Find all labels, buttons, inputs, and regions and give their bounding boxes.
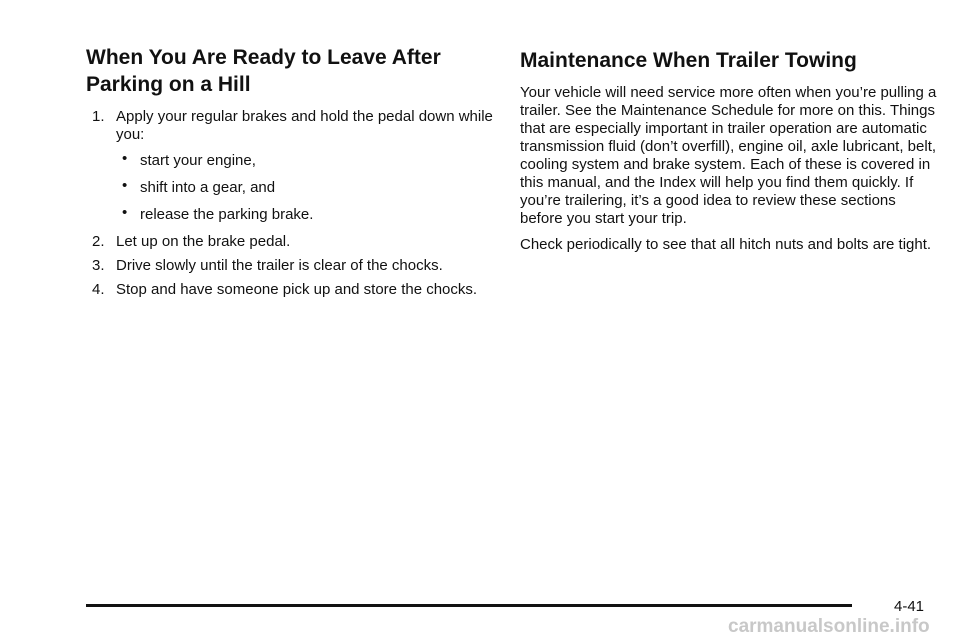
- step-number: 4.: [92, 281, 105, 298]
- bullet-text: shift into a gear, and: [140, 179, 276, 196]
- bullet-item: [116, 152, 496, 170]
- bullet-icon: •: [122, 150, 128, 167]
- bullet-icon: •: [122, 177, 128, 194]
- bullet-text: release the parking brake.: [140, 206, 314, 223]
- step-item: [86, 108, 496, 224]
- watermark: carmanualsonline.info: [728, 616, 930, 637]
- step-number: 1.: [92, 108, 105, 125]
- step-item: [86, 281, 496, 299]
- bullet-text: start your engine,: [140, 152, 256, 169]
- step-text: Apply your regular brakes and hold the pedal down while you:: [116, 108, 493, 143]
- step-item: [86, 233, 496, 251]
- bullet-item: [116, 206, 496, 224]
- section-heading-maintenance-towing: Maintenance When Trailer Towing: [520, 49, 857, 72]
- body-paragraph: Check periodically to see that all hitch nuts and bolts are tight.: [520, 236, 932, 253]
- body-paragraph: Your vehicle will need service more often when you’re pulling a trailer. See the Maintenance Schedule for more on this. Things that are especially important in trailer operation are automatic transmission fluid (don’t overfill), engine oil, axle lubricant, belt, cooling system and brake system. Each of these is covered in this manual, and the Index will help you find them quickly. If you’re trailering, it’s a good idea to review these sections before you start your trip.: [520, 84, 937, 227]
- steps-list: [86, 108, 496, 299]
- footer-rule: [86, 604, 852, 607]
- bullet-icon: •: [122, 204, 128, 221]
- left-column: [86, 44, 496, 305]
- step-text: Drive slowly until the trailer is clear of the chocks.: [116, 257, 443, 274]
- section-heading-leave-after-parking: When You Are Ready to Leave After Parking on a Hill: [86, 46, 441, 96]
- page-number: 4-41: [894, 598, 925, 615]
- step-item: [86, 257, 496, 275]
- step-text: Let up on the brake pedal.: [116, 233, 291, 250]
- right-column: [520, 44, 940, 262]
- sub-bullet-list: [116, 152, 496, 224]
- step-number: 3.: [92, 257, 105, 274]
- bullet-item: [116, 179, 496, 197]
- step-text: Stop and have someone pick up and store the chocks.: [116, 281, 478, 298]
- step-number: 2.: [92, 233, 105, 250]
